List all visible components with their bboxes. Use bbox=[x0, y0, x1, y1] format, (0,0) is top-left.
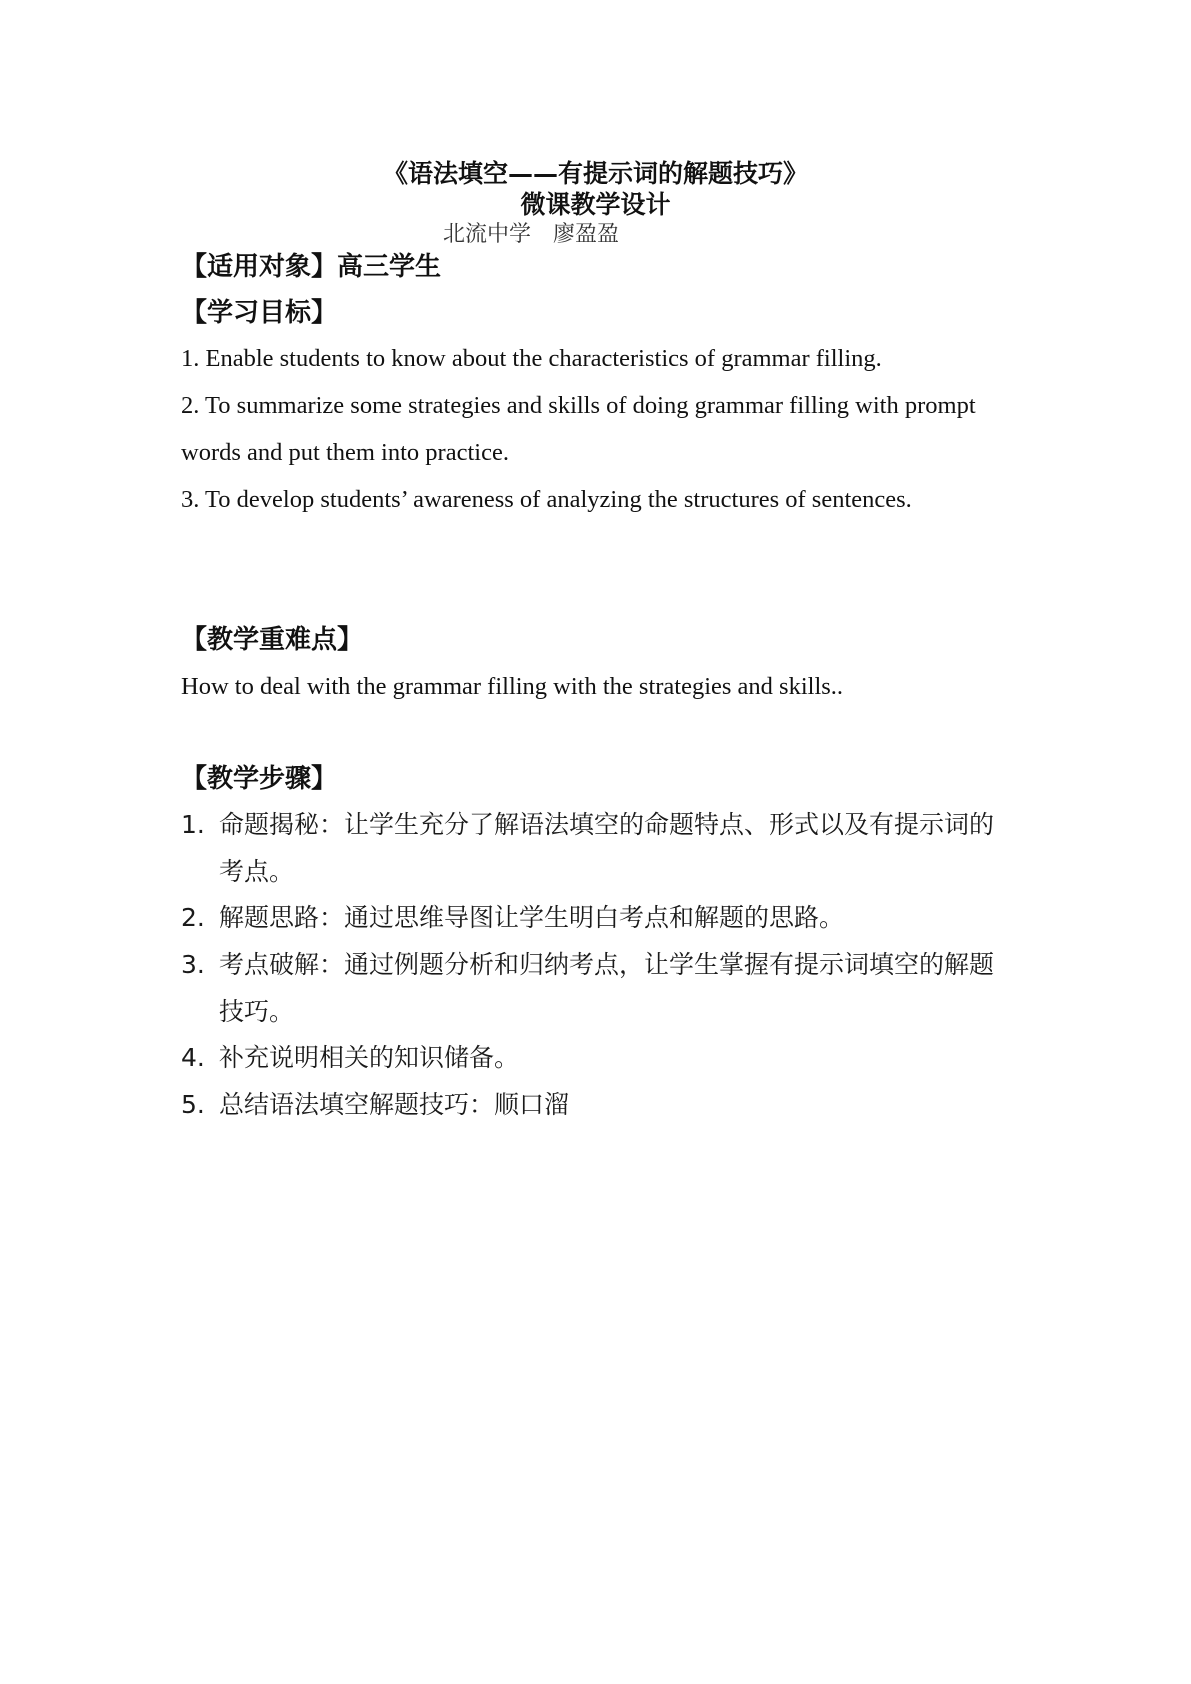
step-text: 解题思路：通过思维导图让学生明白考点和解题的思路。 bbox=[219, 903, 845, 932]
author-line: 北流中学 廖盈盈 bbox=[443, 222, 620, 247]
document-subtitle: 微课教学设计 bbox=[520, 190, 671, 219]
objectives-heading: 【学习目标】 bbox=[181, 298, 338, 328]
step-text: 补充说明相关的知识储备。 bbox=[219, 1043, 520, 1072]
step-number: 5. bbox=[181, 1090, 205, 1119]
step-item-5 bbox=[181, 1081, 1018, 1128]
step-number: 3. bbox=[181, 950, 205, 979]
step-text: 总结语法填空解题技巧：顺口溜 bbox=[219, 1090, 570, 1119]
step-text: 考点破解：通过例题分析和归纳考点，让学生掌握有提示词填空的解题技巧。 bbox=[219, 950, 995, 1026]
objective-item-3: 3. To develop students’ awareness of analyzing the structures of sentences. bbox=[181, 486, 912, 513]
step-number: 1. bbox=[181, 810, 205, 839]
step-item-4 bbox=[181, 1034, 1018, 1081]
key-points-heading: 【教学重难点】 bbox=[181, 625, 364, 655]
objective-item-2: 2. To summarize some strategies and skills of doing grammar filling with prompt words and put them into practice. bbox=[181, 392, 976, 466]
steps-heading: 【教学步骤】 bbox=[181, 764, 338, 794]
step-text: 命题揭秘：让学生充分了解语法填空的命题特点、形式以及有提示词的考点。 bbox=[219, 810, 995, 886]
step-number: 4. bbox=[181, 1043, 205, 1072]
objective-item-1: 1. Enable students to know about the characteristics of grammar filling. bbox=[181, 345, 882, 372]
step-number: 2. bbox=[181, 903, 205, 932]
step-item-3 bbox=[181, 941, 1018, 1035]
step-item-2 bbox=[181, 894, 1018, 941]
document-title: 《语法填空——有提示词的解题技巧》 bbox=[382, 159, 808, 188]
step-item-1 bbox=[181, 801, 1018, 895]
key-points-text: How to deal with the grammar filling with the strategies and skills.. bbox=[181, 673, 844, 700]
audience-heading: 【适用对象】高三学生 bbox=[181, 252, 442, 282]
